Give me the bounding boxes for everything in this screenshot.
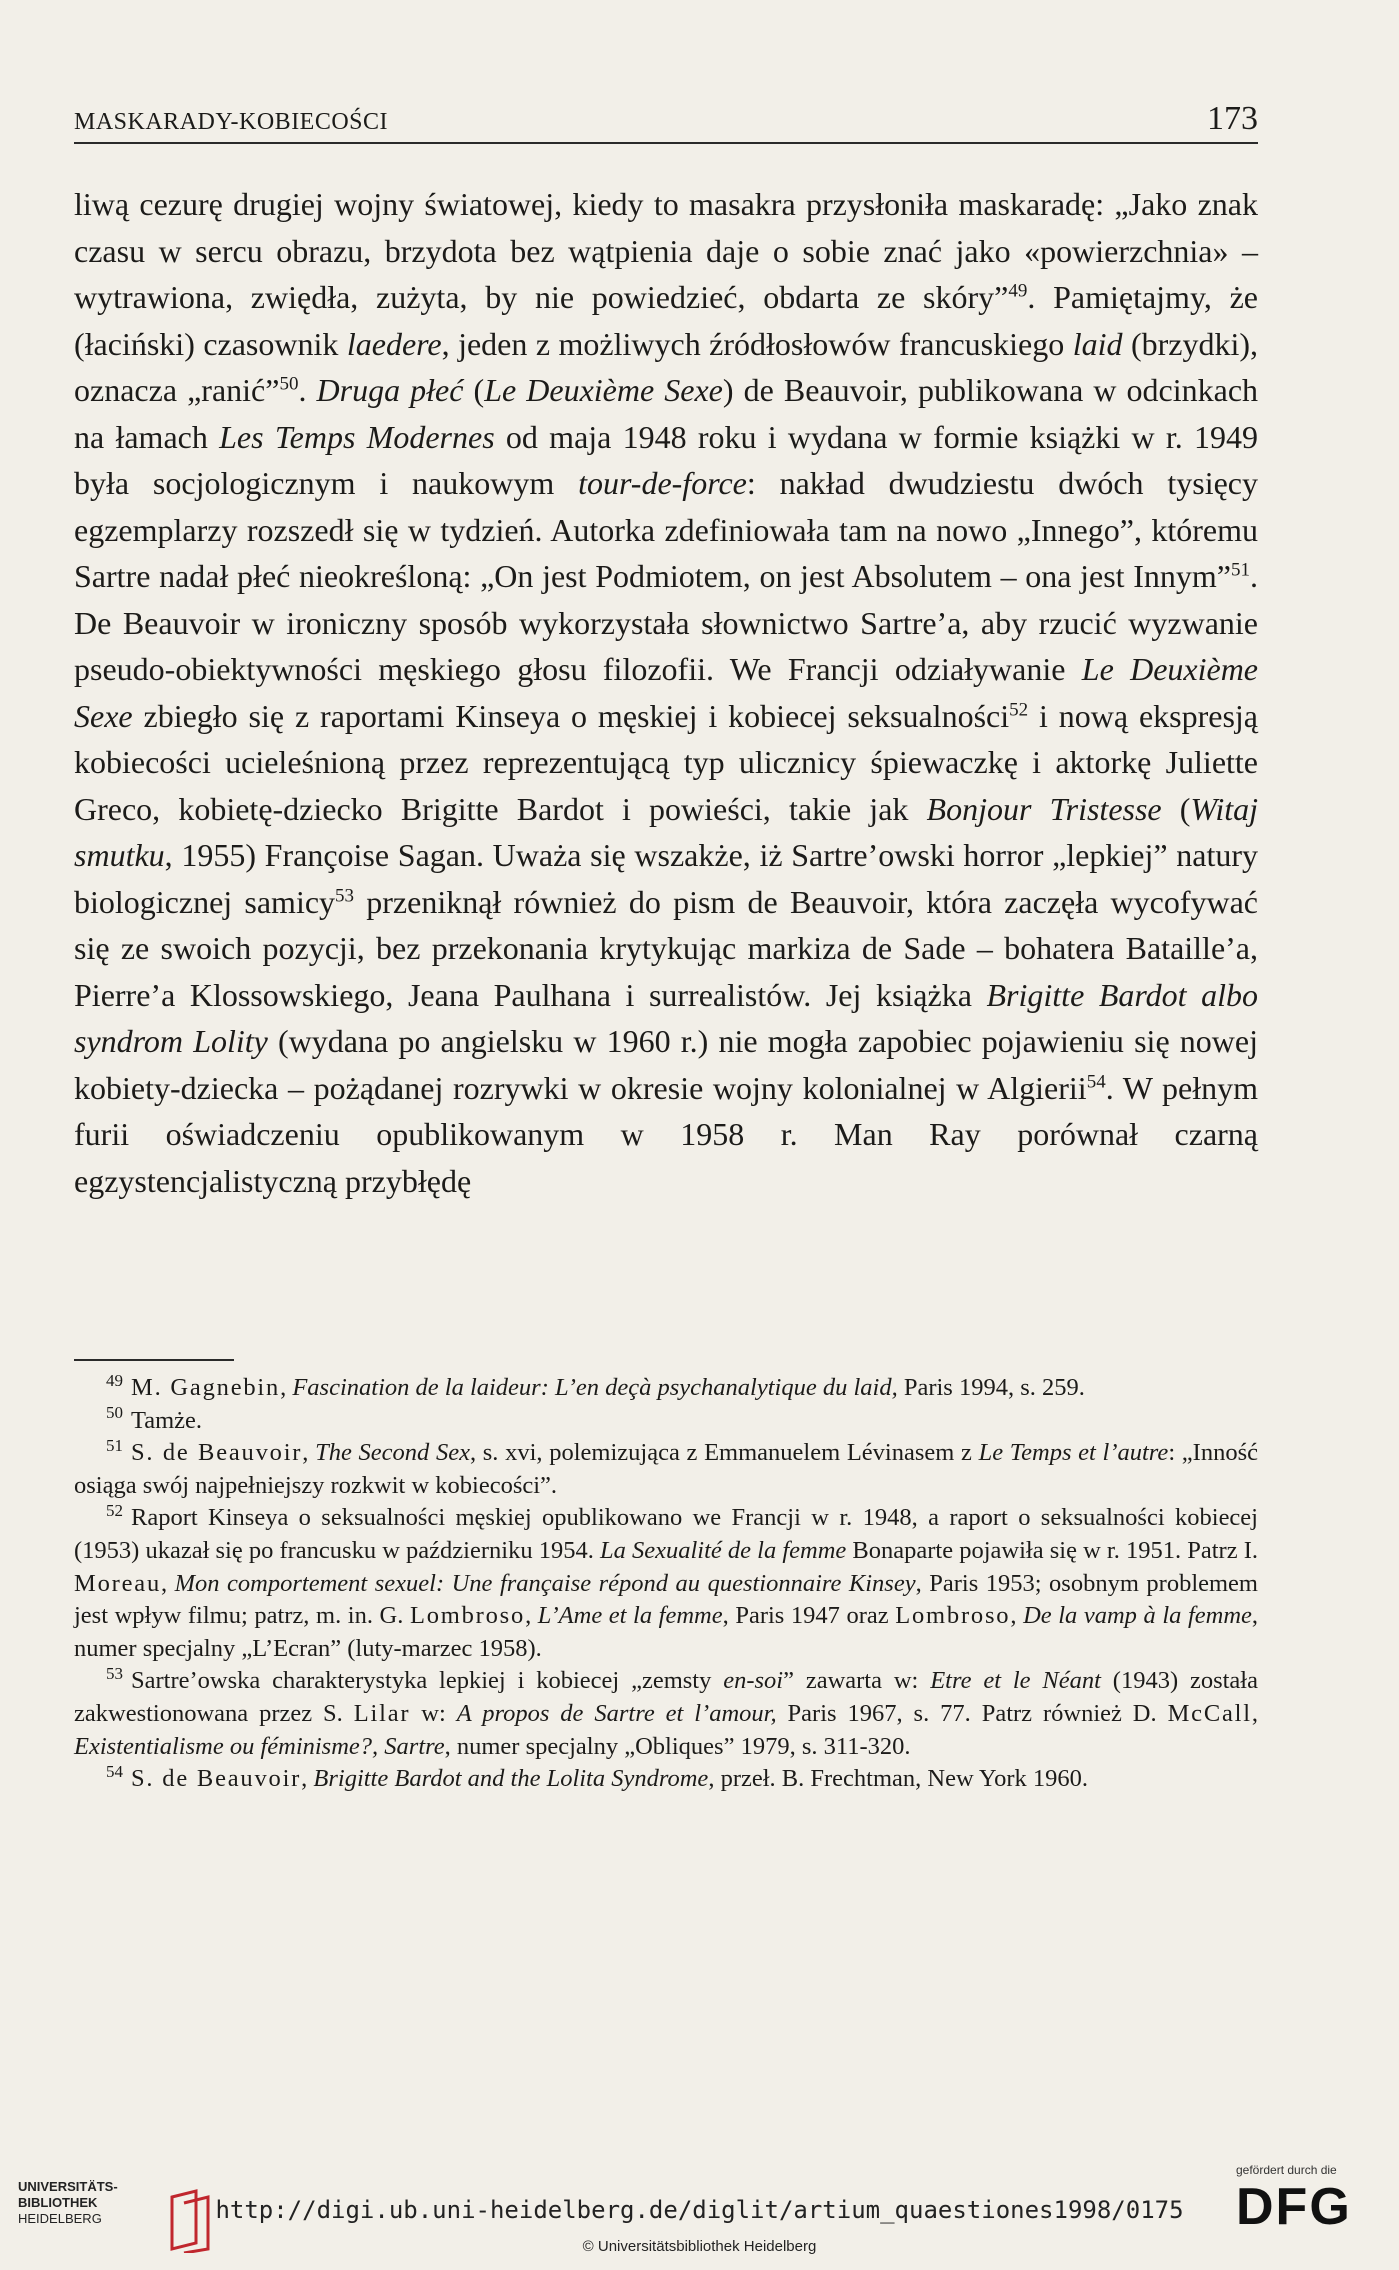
footnote-number: 50 [106, 1403, 123, 1423]
text-run: : nakład dwudziestu dwóch tysięcy egzemplarzy rozszedł się w tydzień. Autorka zdefiniowała tam na nowo „Innego”, któremu Sartre nadał płeć nieokreśloną: „On jest Podmiotem, on jest Absolutem – ona jest Innym” [74, 465, 1259, 594]
italic-text: The Second Sex [315, 1439, 470, 1467]
text-run: , s. xvi, polemizująca z Emmanuelem Lévinasem z [469, 1439, 979, 1467]
footnote-number: 49 [106, 1370, 123, 1390]
footnote [74, 1763, 1258, 1796]
footnote-ref: 54 [1086, 1070, 1106, 1092]
footnote [74, 1405, 1258, 1438]
italic-text: Etre et le Néant [930, 1667, 1101, 1695]
running-title: MASKARADY-KOBIECOŚCI [74, 109, 389, 135]
text-run: Sartre’owska charakterystyka lepkiej i kobiecej „zemsty [131, 1667, 724, 1695]
italic-text: A propos de Sartre et l’amour, [456, 1699, 777, 1727]
copyright-notice: © Universitätsbibliothek Heidelberg [582, 2238, 817, 2255]
text-run: (brzydki), oznacza „ranić” [74, 325, 1258, 408]
dfg-wordmark: DFG [1236, 2178, 1352, 2236]
text-run: Bonaparte pojawiła się w r. 1951. Patrz I. [846, 1536, 1258, 1564]
italic-text: De la vamp à la femme [1023, 1602, 1252, 1630]
page-footer [0, 2155, 1399, 2270]
text-run: w: [410, 1699, 457, 1727]
text-run: Paris 1967, s. 77. Patrz również D. [776, 1699, 1168, 1727]
text-run: ( [1161, 790, 1191, 827]
italic-text: Le Deuxième Sexe [484, 372, 723, 408]
italic-text: Les Temps Modernes [219, 418, 495, 455]
italic-text: Witaj smutku [74, 790, 1258, 873]
text-run: ) de Beauvoir, publikowana w odcinkach na łamach [74, 372, 1259, 455]
footnote-ref: 53 [335, 884, 355, 906]
text-run: Tamże. [131, 1406, 203, 1434]
text-run: zbiegło się z raportami Kinseya o męskiej i kobiecej seksualności [132, 697, 1010, 734]
dfg-funding-note: gefördert durch die [1236, 2163, 1337, 2177]
italic-text: Le Temps et l’autre [978, 1439, 1169, 1467]
italic-text: Bonjour Tristesse [926, 790, 1162, 827]
italic-text: laedere [346, 325, 442, 362]
text-run: , [1010, 1602, 1024, 1630]
footnote-ref: 49 [1008, 280, 1028, 302]
footnote [74, 1665, 1258, 1763]
footnote-number: 54 [106, 1761, 123, 1781]
italic-text: Brigitte Bardot albo syndrom Lolity [74, 976, 1259, 1059]
text-run: , [301, 1765, 314, 1793]
italic-text: laid [1072, 325, 1123, 362]
footnote-number: 51 [106, 1436, 123, 1456]
library-name-line-1: UNIVERSITÄTS- [18, 2179, 118, 2194]
library-name-line-2: BIBLIOTHEK [18, 2195, 98, 2210]
text-run: . De Beauvoir w ironiczny sposób wykorzystała słownictwo Sartre’a, aby rzucić wyzwanie pseudo-obiektywności męskiego głosu filozofii. We Francji odziaływanie [74, 558, 1258, 687]
footnote-number: 53 [106, 1664, 123, 1684]
italic-text: Le Deuxième Sexe [74, 651, 1259, 734]
italic-text: Brigitte Bardot and the Lolita Syndrome [313, 1765, 709, 1793]
italic-text: L’Ame et la femme [537, 1602, 723, 1630]
italic-text: tour-de-force [578, 465, 747, 501]
text-run: . Pamiętajmy, że (łaciński) czasownik [74, 279, 1259, 362]
text-run: , numer specjalny „Obliques” 1979, s. 311-320. [444, 1732, 911, 1760]
text-run: Paris 1994, s. 259. [897, 1374, 1085, 1401]
author-name: Lombroso [895, 1602, 1011, 1630]
text-run: , jeden z możliwych źródłosłowów francuskiego [441, 325, 1073, 362]
text-run: , numer specjalny „L’Ecran” (luty-marzec 1958). [74, 1602, 1259, 1662]
italic-text: en-soi [723, 1667, 784, 1695]
text-run: Raport Kinseya o seksualności męskiej opublikowano we Francji w r. 1948, a raport o seksualności kobiecej (1953) ukazał się po francusku w październiku 1954. [74, 1504, 1258, 1564]
author-name: M. Gagnebin [131, 1374, 281, 1401]
page-number: 173 [1207, 100, 1258, 137]
author-name: McCall [1167, 1699, 1252, 1727]
footnote-ref: 50 [279, 373, 299, 395]
italic-text: Fascination de la laideur: L’en deçà psychanalytique du laid, [292, 1374, 898, 1401]
body-paragraph [74, 181, 1258, 1204]
text-run: , [302, 1439, 316, 1467]
text-run: przeniknął również do pism de Beauvoir, która zaczęła wycofywać się ze swoich pozycji, bez przekonania krytykując markiza de Sade – bohatera Bataille’a, Pierre’a Klossowskiego, Jeana Paulhana i surrealistów. Jej książka [74, 883, 1259, 1013]
digital-library-url[interactable]: http://digi.ub.uni-heidelberg.de/diglit/artium_quaestiones1998/0175 [215, 2196, 1184, 2224]
italic-text: Existentialisme ou féminisme?, Sartre [74, 1732, 445, 1760]
text-run: i nową ekspresją kobiecości ucieleśnioną przez reprezentującą typ ulicznicy śpiewaczkę i aktorkę Juliette Greco, kobietę-dziecko Brigitte Bardot i powieści, takie jak [74, 697, 1258, 827]
footnotes [74, 1372, 1258, 1796]
text-run: , Paris 1953; osobnym problemem jest wpływ filmu; patrz, m. in. G. [74, 1569, 1258, 1630]
library-name-line-3: HEIDELBERG [18, 2211, 102, 2226]
italic-text: La Sexualité de la femme [599, 1536, 847, 1564]
text-run: : „Inność osiąga swój najpełniejszy rozkwit w kobiecości”. [74, 1439, 1258, 1499]
text-run: , [525, 1602, 538, 1630]
text-run: , przeł. B. Frechtman, New York 1960. [708, 1765, 1089, 1793]
author-name: S. de Beauvoir [131, 1439, 303, 1467]
text-run: , [1251, 1699, 1258, 1727]
text-run: ( [463, 372, 485, 408]
author-name: Moreau [74, 1569, 161, 1597]
italic-text: Mon comportement sexuel: Une française répond au questionnaire Kinsey [174, 1569, 916, 1597]
author-name: Lombroso [409, 1602, 526, 1630]
footnote-number: 52 [106, 1501, 123, 1521]
footnote-ref: 51 [1231, 559, 1250, 581]
footnote [74, 1372, 1258, 1405]
italic-text: Druga płeć [316, 372, 464, 408]
dfg-logo [1236, 2163, 1386, 2263]
body-text [74, 181, 1258, 1204]
footnote [74, 1437, 1258, 1502]
footnote [74, 1502, 1258, 1665]
footnote-ref: 52 [1009, 698, 1029, 720]
text-run: , Paris 1947 oraz [722, 1602, 896, 1630]
text-run: liwą cezurę drugiej wojny światowej, kiedy to masakra przysłoniła maskaradę: „Jako znak czasu w sercu obrazu, brzydota bez wątpienia daje o sobie znać jako «powierzchnia» – wytrawiona, zwiędła, zużyta, by nie powiedzieć, obdarta ze skóry” [74, 186, 1258, 315]
author-name: Lilar [353, 1699, 411, 1727]
text-run: od maja 1948 roku i wydana w formie książki w r. 1949 była socjologicznym i naukowym [74, 418, 1259, 501]
text-run: . W pełnym furii oświadczeniu opublikowanym w 1958 r. Man Ray porównał czarną egzystencjalistyczną przybłędę [74, 1069, 1258, 1199]
text-run: , [161, 1569, 175, 1597]
text-run: , 1955) Françoise Sagan. Uważa się wszakże, iż Sartre’owski horror „lepkiej” natury biologicznej samicy [74, 837, 1258, 920]
text-run: (1943) została zakwestionowana przez S. [74, 1667, 1258, 1727]
text-run: . [298, 372, 317, 408]
text-run: (wydana po angielsku w 1960 r.) nie mogła zapobiec pojawieniu się nowej kobiety-dziecka – pożądanej rozrywki w okresie wojny kolonialnej w Algierii [74, 1023, 1259, 1106]
author-name: S. de Beauvoir [131, 1765, 302, 1793]
text-run: ” zawarta w: [783, 1667, 931, 1695]
text-run: , [280, 1374, 293, 1401]
running-header [74, 96, 1258, 144]
footnote-divider [74, 1359, 234, 1361]
